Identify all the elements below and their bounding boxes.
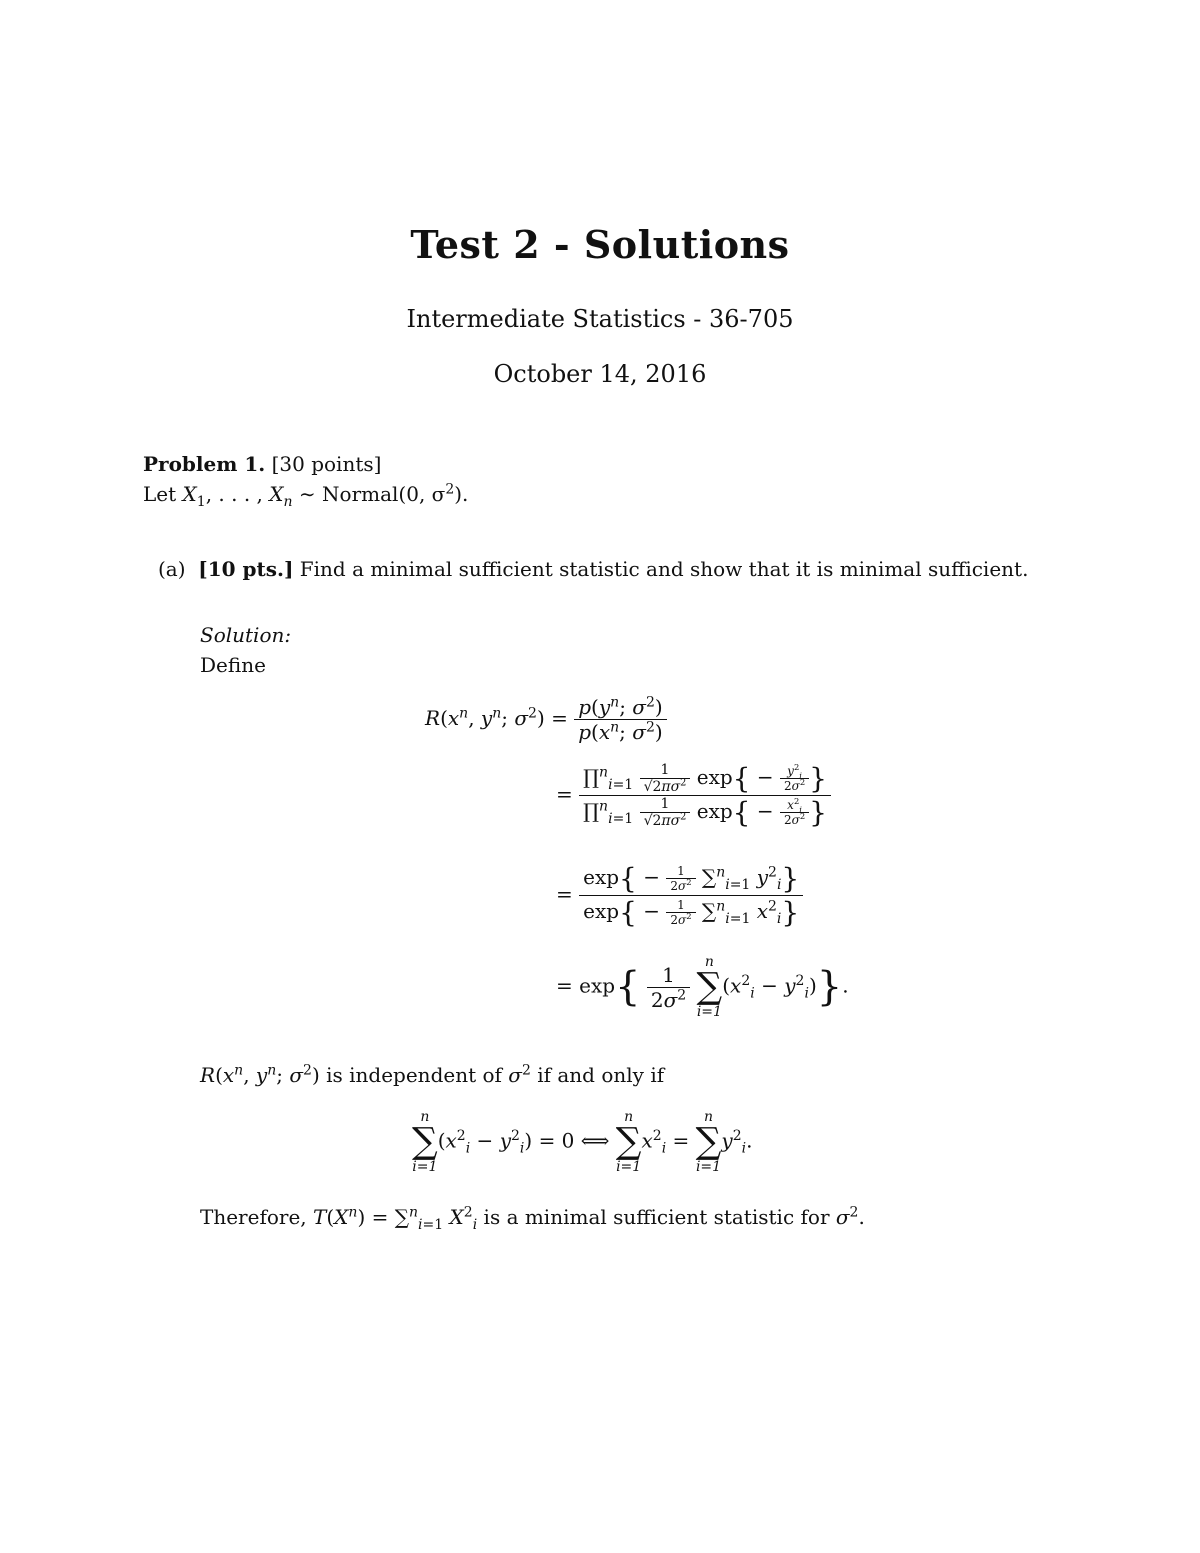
document-date: October 14, 2016 <box>493 360 707 388</box>
page-title: Test 2 - Solutions <box>410 222 790 267</box>
exp-word-2: exp <box>696 799 733 823</box>
problem-label: Problem 1. <box>143 452 266 476</box>
conclusion-statement: Therefore, $T(X^n) = \sum^n_{i=1}$ $X^2_i$ is a minimal sufficient statistic for $\sigma^2$. <box>200 1204 865 1233</box>
independence-statement: $R(x^n$, $y^n$; $\sigma^2$) is independent of $\sigma^2$ if and only if <box>200 1062 665 1087</box>
problem-heading <box>143 452 381 476</box>
exp-word-4: exp <box>583 899 620 923</box>
part-a-text: Find a minimal sufficient statistic and show that it is minimal sufficient. <box>299 557 1029 581</box>
part-a-question <box>158 557 1028 581</box>
independence-tail: if and only if <box>537 1063 665 1087</box>
setup-distribution: Normal(0, σ <box>322 482 446 506</box>
exp-word-5: exp <box>579 973 616 998</box>
course-subtitle: Intermediate Statistics - 36-705 <box>406 305 794 333</box>
define-text: Define <box>200 653 266 677</box>
equation-line-4: = exp{ $\frac{1}{2\sigma^2}$ n ∑ i=1 $(x^2_i - y^2_i)$}. <box>556 954 849 1020</box>
exp-word-1: exp <box>696 765 733 789</box>
equation-line-2: = ∏$^n_{i=1}$ $\frac{1}{√2\pi\sigma^2}$ exp{ − $\frac{y^2_i}{2\sigma^2}$ } ∏$^n_{i=1}$ $\frac{1}{√2\pi\sigma^2}$ exp{ − $\frac{x^2_i}{2\sigma^2}$ } <box>556 762 831 829</box>
part-a-points: [10 pts.] <box>198 557 294 581</box>
equation-line-3: = exp{ − $\frac{1}{2\sigma^2}$ ∑$^n_{i=1}$ $y^2_i$} exp{ − $\frac{1}{2\sigma^2}$ ∑$^n_{i=1}$ $x^2_i$} <box>556 862 803 929</box>
equation-line-1: $R(x^n$, $y^n$; $\sigma^2$) = $\frac{p(y^n; \sigma^2)}{p(x^n; \sigma^2)}$ <box>425 695 667 744</box>
problem-setup: Let $X_1$, . . . , $X_n$ ∼ Normal(0, $\sigma^2$). <box>143 481 469 510</box>
solution-label: Solution: <box>200 623 292 647</box>
therefore-tail: is a minimal sufficient statistic for <box>483 1205 830 1229</box>
part-a-marker: (a) <box>158 557 186 581</box>
equation-iff: n ∑ i=1 $(x^2_i - y^2_i) = 0$ ⟺ n ∑ i=1 $x^2_i$ = n ∑ i=1 $y^2_i$. <box>412 1109 753 1175</box>
setup-prefix: Let <box>143 482 177 506</box>
problem-points: [30 points] <box>271 452 382 476</box>
therefore-prefix: Therefore, <box>200 1205 307 1229</box>
exp-word-3: exp <box>583 865 620 889</box>
independence-text: is independent of <box>326 1063 502 1087</box>
